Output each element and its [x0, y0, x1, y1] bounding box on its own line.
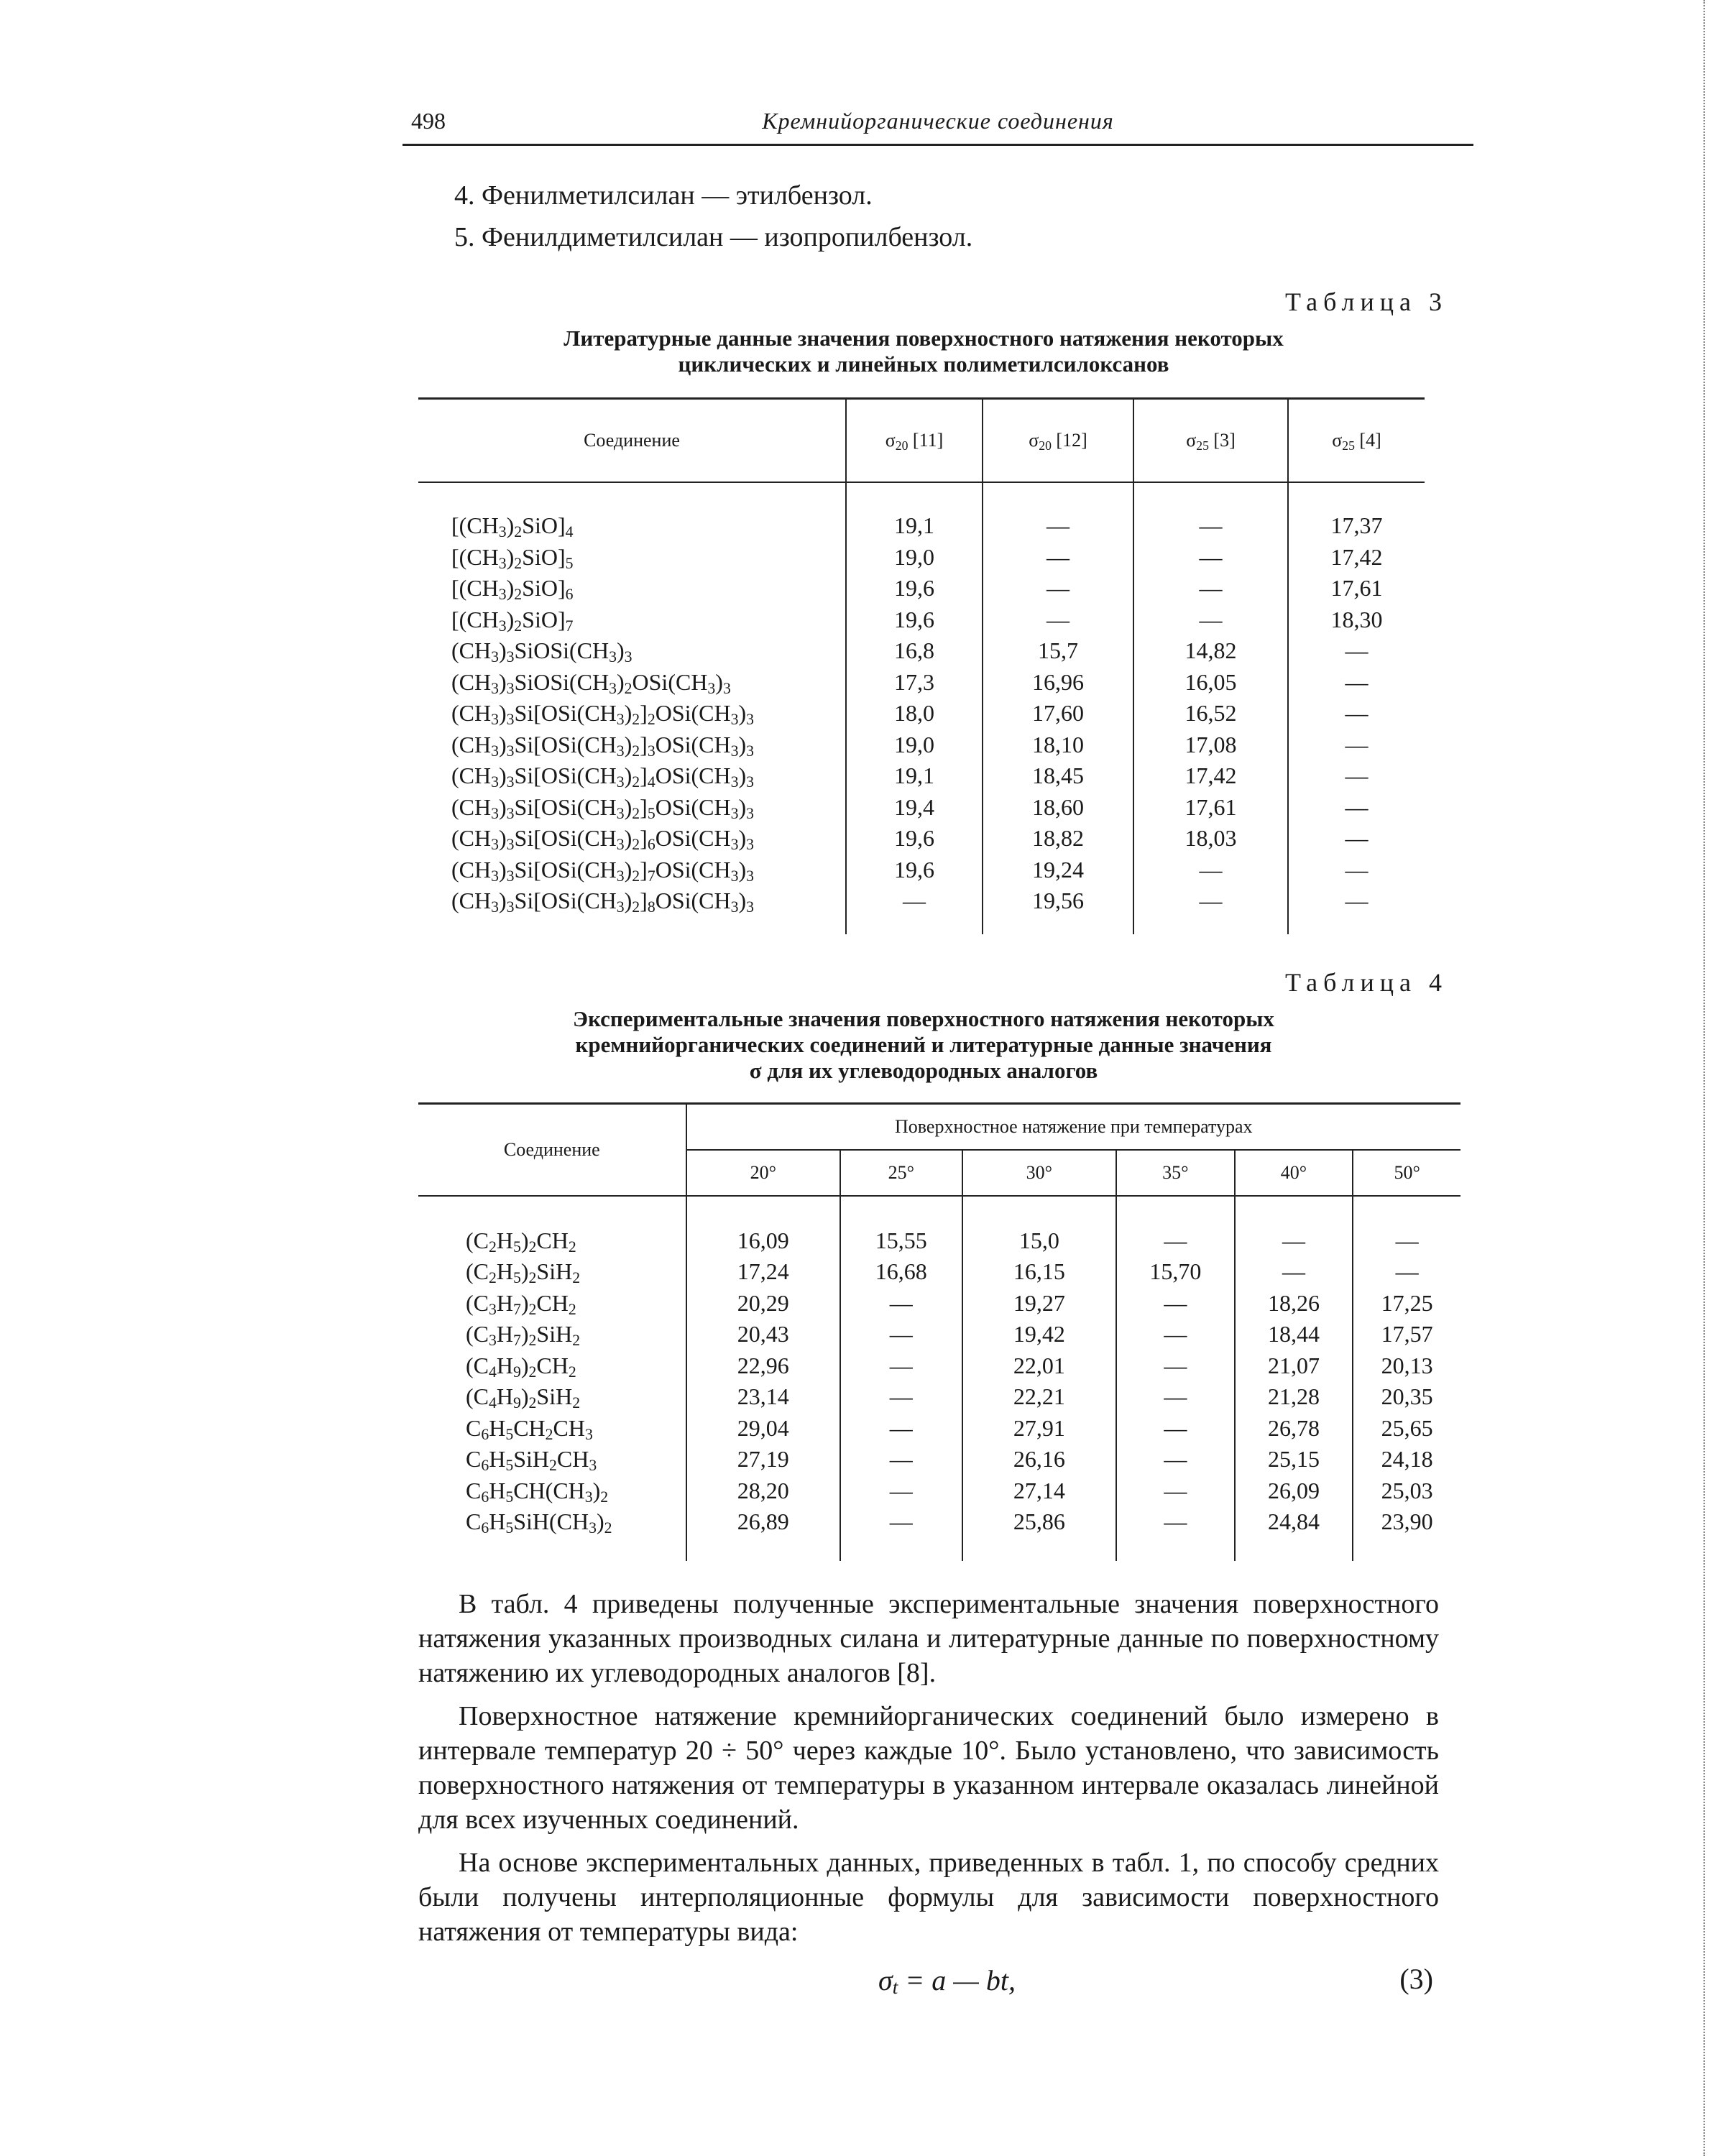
value-cell: 19,42 [962, 1319, 1116, 1350]
value-cell: 16,52 [1133, 698, 1288, 729]
compound-formula: $C_6H_5SiH_2CH_3$ [466, 1446, 597, 1475]
value-cell: 19,6 [846, 604, 983, 636]
value-cell: 18,0 [846, 698, 983, 729]
value-cell: — [1235, 1256, 1353, 1288]
table-row [418, 1381, 1460, 1413]
compound-formula: $(CH_3)_3Si[OSi(CH_3)_2]_3OSi(CH_3)_3$ [451, 731, 755, 760]
value-cell: — [840, 1288, 962, 1319]
value-cell: 17,57 [1353, 1319, 1460, 1350]
value-cell: 17,24 [686, 1256, 840, 1288]
compound-formula: $C_6H_5CH_2CH_3$ [466, 1414, 593, 1443]
table-row [418, 542, 1425, 573]
value-cell: 17,25 [1353, 1288, 1460, 1319]
value-cell: 26,89 [686, 1506, 840, 1561]
value-cell: 20,43 [686, 1319, 840, 1350]
value-cell: — [1288, 760, 1425, 792]
formula-line [418, 1958, 1439, 2008]
value-cell: 26,16 [962, 1444, 1116, 1475]
value-cell: 17,42 [1288, 542, 1425, 573]
table-row [418, 823, 1425, 854]
value-cell: 19,1 [846, 482, 983, 542]
column-header-temperature: 30° [962, 1150, 1116, 1196]
compound-pair-list [454, 175, 1473, 258]
value-cell: 28,20 [686, 1475, 840, 1507]
compound-formula: $(CH_3)_3Si[OSi(CH_3)_2]_5OSi(CH_3)_3$ [451, 793, 755, 822]
value-cell: 20,35 [1353, 1381, 1460, 1413]
book-page [402, 101, 1473, 2008]
running-head [402, 101, 1473, 146]
value-cell: 25,65 [1353, 1413, 1460, 1445]
value-cell: 20,13 [1353, 1350, 1460, 1382]
running-title: Кремнийорганические соединения [762, 108, 1114, 134]
table-row [418, 1350, 1460, 1382]
value-cell: — [1133, 854, 1288, 886]
value-cell: — [983, 573, 1133, 604]
value-cell: — [1288, 698, 1425, 729]
value-cell: — [1116, 1196, 1235, 1257]
column-header-sigma: $\sigma_{20}$ [12] [983, 399, 1133, 483]
value-cell: 19,56 [983, 885, 1133, 934]
value-cell: 19,0 [846, 729, 983, 761]
table-row [418, 635, 1425, 667]
value-cell: 19,24 [983, 854, 1133, 886]
compound-formula: $(C_2H_5)_2CH_2$ [466, 1227, 576, 1256]
value-cell: 17,3 [846, 667, 983, 699]
value-cell: 20,29 [686, 1288, 840, 1319]
value-cell: — [840, 1381, 962, 1413]
compound-formula: $(CH_3)_3Si[OSi(CH_3)_2]_4OSi(CH_3)_3$ [451, 763, 755, 791]
value-cell: 15,70 [1116, 1256, 1235, 1288]
value-cell: 18,30 [1288, 604, 1425, 636]
column-header-compound: Соединение [418, 399, 846, 483]
value-cell: 16,96 [983, 667, 1133, 699]
value-cell: 16,68 [840, 1256, 962, 1288]
value-cell: 16,8 [846, 635, 983, 667]
compound-formula: $(C_2H_5)_2SiH_2$ [466, 1258, 581, 1287]
table-3 [418, 397, 1425, 934]
table3-label: Таблица 3 [1285, 287, 1448, 316]
compound-formula: $[(CH_3)_2SiO]_5$ [451, 543, 574, 572]
value-cell: — [1116, 1444, 1235, 1475]
value-cell: — [1235, 1196, 1353, 1257]
value-cell: 27,91 [962, 1413, 1116, 1445]
value-cell: 19,27 [962, 1288, 1116, 1319]
value-cell: 17,08 [1133, 729, 1288, 761]
value-cell: 15,55 [840, 1196, 962, 1257]
value-cell: 19,0 [846, 542, 983, 573]
table-row [418, 1256, 1460, 1288]
value-cell: — [1116, 1475, 1235, 1507]
table-row [418, 604, 1425, 636]
compound-formula: $C_6H_5SiH(CH_3)_2$ [466, 1508, 612, 1537]
value-cell: 25,03 [1353, 1475, 1460, 1507]
value-cell: — [1116, 1506, 1235, 1561]
value-cell: — [1288, 854, 1425, 886]
value-cell: — [1288, 792, 1425, 824]
value-cell: — [846, 885, 983, 934]
value-cell: 16,09 [686, 1196, 840, 1257]
value-cell: — [1353, 1256, 1460, 1288]
value-cell: — [840, 1350, 962, 1382]
value-cell: — [1288, 823, 1425, 854]
column-header-temperature: 20° [686, 1150, 840, 1196]
table-row [418, 792, 1425, 824]
value-cell: 21,28 [1235, 1381, 1353, 1413]
value-cell: 22,01 [962, 1350, 1116, 1382]
equation-number: (3) [1399, 1962, 1433, 1995]
value-cell: — [1116, 1413, 1235, 1445]
value-cell: — [840, 1475, 962, 1507]
value-cell: — [840, 1319, 962, 1350]
compound-formula: $(CH_3)_3SiOSi(CH_3)_3$ [451, 637, 632, 666]
column-group-header: Поверхностное натяжение при температурах [686, 1103, 1460, 1150]
value-cell: — [1116, 1350, 1235, 1382]
column-header-sigma: $\sigma_{20}$ [11] [846, 399, 983, 483]
table-row [418, 1319, 1460, 1350]
column-header-sigma: $\sigma_{25}$ [3] [1133, 399, 1288, 483]
value-cell: 19,1 [846, 760, 983, 792]
table-row [418, 1475, 1460, 1507]
table-row [418, 1506, 1460, 1561]
compound-formula: $(CH_3)_3Si[OSi(CH_3)_2]_6OSi(CH_3)_3$ [451, 825, 755, 854]
column-header-temperature: 50° [1353, 1150, 1460, 1196]
table3-caption [446, 326, 1402, 377]
value-cell: 18,45 [983, 760, 1133, 792]
value-cell: 18,60 [983, 792, 1133, 824]
table-4 [418, 1102, 1460, 1561]
column-header-temperature: 25° [840, 1150, 962, 1196]
value-cell: — [840, 1506, 962, 1561]
caption-line: Экспериментальные значения поверхностного натяжения некоторых [573, 1005, 1274, 1031]
value-cell: 27,19 [686, 1444, 840, 1475]
value-cell: 17,37 [1288, 482, 1425, 542]
value-cell: 18,26 [1235, 1288, 1353, 1319]
table-row [418, 1196, 1460, 1257]
caption-line: Литературные данные значения поверхностного натяжения некоторых [564, 326, 1284, 351]
column-header-compound: Соединение [418, 1103, 686, 1196]
value-cell: 17,61 [1133, 792, 1288, 824]
value-cell: 17,60 [983, 698, 1133, 729]
value-cell: 14,82 [1133, 635, 1288, 667]
value-cell: 17,42 [1133, 760, 1288, 792]
value-cell: 25,86 [962, 1506, 1116, 1561]
value-cell: — [1288, 885, 1425, 934]
value-cell: — [840, 1413, 962, 1445]
value-cell: — [983, 542, 1133, 573]
compound-formula: $(CH_3)_3Si[OSi(CH_3)_2]_8OSi(CH_3)_3$ [451, 888, 755, 916]
value-cell: 19,6 [846, 573, 983, 604]
value-cell: — [1116, 1288, 1235, 1319]
column-header-temperature: 35° [1116, 1150, 1235, 1196]
compound-formula: $(C_3H_7)_2SiH_2$ [466, 1321, 581, 1350]
table-row [418, 482, 1425, 542]
table-row [418, 1413, 1460, 1445]
paragraph: На основе экспериментальных данных, приведенных в табл. 1, по способу средних были получены интерполяционные формулы для зависимости поверхностного натяжения от температуры вида: [418, 1847, 1439, 1947]
value-cell: 16,15 [962, 1256, 1116, 1288]
value-cell: — [983, 604, 1133, 636]
value-cell: 22,21 [962, 1381, 1116, 1413]
value-cell: 19,6 [846, 823, 983, 854]
value-cell: 19,6 [846, 854, 983, 886]
value-cell: — [1133, 885, 1288, 934]
value-cell: — [1353, 1196, 1460, 1257]
value-cell: 23,90 [1353, 1506, 1460, 1561]
page-number: 498 [411, 108, 446, 134]
value-cell: 27,14 [962, 1475, 1116, 1507]
value-cell: — [1133, 482, 1288, 542]
table-row [418, 729, 1425, 761]
value-cell: — [1116, 1381, 1235, 1413]
value-cell: 24,18 [1353, 1444, 1460, 1475]
value-cell: — [983, 482, 1133, 542]
list-item: 4. Фенилметилсилан — этилбензол. [454, 180, 873, 211]
value-cell: 18,10 [983, 729, 1133, 761]
value-cell: 29,04 [686, 1413, 840, 1445]
table-row [418, 573, 1425, 604]
compound-formula: $(C_4H_9)_2CH_2$ [466, 1352, 576, 1381]
value-cell: — [840, 1444, 962, 1475]
value-cell: 26,78 [1235, 1413, 1353, 1445]
column-header-temperature: 40° [1235, 1150, 1353, 1196]
value-cell: — [1288, 635, 1425, 667]
caption-line: кремнийорганических соединений и литературные данные значения [575, 1031, 1272, 1057]
table-row [418, 698, 1425, 729]
value-cell: 19,4 [846, 792, 983, 824]
compound-formula: $[(CH_3)_2SiO]_4$ [451, 512, 574, 541]
value-cell: 21,07 [1235, 1350, 1353, 1382]
table-row [418, 760, 1425, 792]
value-cell: 18,03 [1133, 823, 1288, 854]
value-cell: 17,61 [1288, 573, 1425, 604]
compound-formula: $[(CH_3)_2SiO]_6$ [451, 575, 574, 604]
body-text [418, 1587, 1439, 2008]
value-cell: — [1288, 667, 1425, 699]
formula-expression: $\sigma_t = a$ — bt, [878, 1963, 1016, 1998]
paragraph: В табл. 4 приведены полученные экспериментальные значения поверхностного натяжения указанных производных силана и литературные данные по поверхностному натяжению их углеводородных аналогов [8]. [418, 1588, 1439, 1688]
caption-line: циклических и линейных полиметилсилоксанов [678, 351, 1169, 377]
value-cell: 15,0 [962, 1196, 1116, 1257]
value-cell: 26,09 [1235, 1475, 1353, 1507]
value-cell: 24,84 [1235, 1506, 1353, 1561]
table-row [418, 854, 1425, 886]
paragraph: Поверхностное натяжение кремнийорганических соединений было измерено в интервале температур 20 ÷ 50° через каждые 10°. Было установлено, что зависимость поверхностного натяжения от температуры в указанном интервале оказалась линейной для всех изученных соединений. [418, 1700, 1439, 1835]
table4-caption [446, 1006, 1402, 1084]
column-header-sigma: $\sigma_{25}$ [4] [1288, 399, 1425, 483]
compound-formula: $(C_3H_7)_2CH_2$ [466, 1289, 576, 1318]
compound-formula: $[(CH_3)_2SiO]_7$ [451, 606, 574, 635]
table-row [418, 667, 1425, 699]
value-cell: 22,96 [686, 1350, 840, 1382]
table-row [418, 1288, 1460, 1319]
value-cell: — [1133, 604, 1288, 636]
caption-line: σ для их углеводородных аналогов [749, 1057, 1098, 1083]
value-cell: 18,82 [983, 823, 1133, 854]
compound-formula: $(CH_3)_3Si[OSi(CH_3)_2]_7OSi(CH_3)_3$ [451, 856, 755, 885]
value-cell: — [1288, 729, 1425, 761]
value-cell: 23,14 [686, 1381, 840, 1413]
value-cell: — [1116, 1319, 1235, 1350]
compound-formula: $C_6H_5CH(CH_3)_2$ [466, 1477, 609, 1506]
table-row [418, 1444, 1460, 1475]
compound-formula: $(CH_3)_3Si[OSi(CH_3)_2]_2OSi(CH_3)_3$ [451, 700, 755, 729]
value-cell: 18,44 [1235, 1319, 1353, 1350]
table4-label: Таблица 4 [1285, 967, 1448, 997]
compound-formula: $(CH_3)_3SiOSi(CH_3)_2OSi(CH_3)_3$ [451, 668, 731, 697]
value-cell: — [1133, 542, 1288, 573]
list-item: 5. Фенилдиметилсилан — изопропилбензол. [454, 222, 973, 252]
value-cell: 16,05 [1133, 667, 1288, 699]
table-row [418, 885, 1425, 934]
value-cell: 25,15 [1235, 1444, 1353, 1475]
value-cell: — [1133, 573, 1288, 604]
scan-edge-dotted-line [1703, 0, 1705, 2156]
compound-formula: $(C_4H_9)_2SiH_2$ [466, 1383, 581, 1412]
value-cell: 15,7 [983, 635, 1133, 667]
